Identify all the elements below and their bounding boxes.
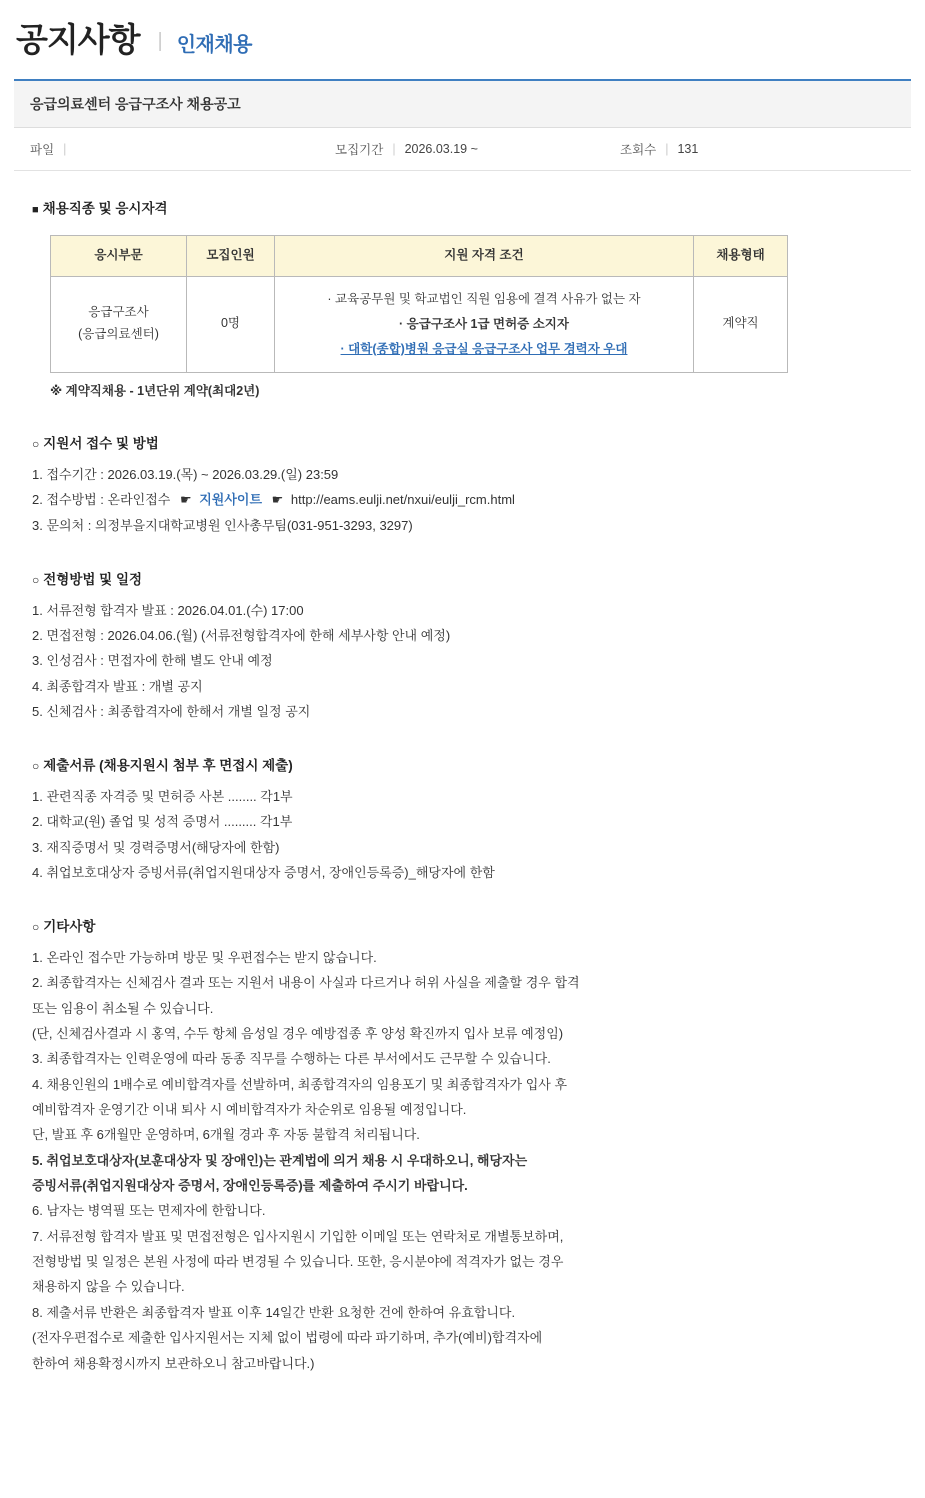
page-title: 공지사항 [16, 21, 140, 58]
section-recruit-position-title: 채용직종 및 응시자격 [42, 201, 168, 216]
circle-marker-icon: ○ [32, 920, 40, 935]
application-contact-line: 3. 문의처 : 의정부을지대학교병원 인사총무팀(031-951-3293, 3297) [32, 517, 413, 533]
notice-title: 응급의료센터 응급구조사 채용공고 [14, 81, 911, 128]
arrow-right-icon-2: ☛ [271, 492, 284, 508]
contract-note: ※ 계약직채용 - 1년단위 계약(최대2년) [50, 383, 260, 398]
circle-marker-icon: ○ [32, 573, 40, 588]
condition-item-preferred: · 대학(종합)병원 응급실 응급구조사 업무 경력자 우대 [340, 341, 628, 356]
meta-views [620, 140, 698, 158]
section-documents-title: 제출서류 (채용지원시 첨부 후 면접시 제출) [43, 758, 293, 774]
section-process-title: 전형방법 및 일정 [43, 572, 143, 588]
meta-period [335, 140, 620, 158]
meta-views-separator: | [665, 142, 669, 156]
other-line: 1. 온라인 접수만 가능하며 방문 및 우편접수는 받지 않습니다. [32, 950, 377, 965]
other-line: 7. 서류전형 합격자 발표 및 면접전형은 입사지원시 기입한 이메일 또는 연락처로 개별통보하며, [32, 1228, 564, 1244]
other-line-highlight: 증빙서류(취업지원대상자 증명서, 장애인등록증)를 제출하여 주시기 바랍니다. [32, 1178, 468, 1194]
table-row [51, 276, 788, 372]
cell-field-line2: (응급의료센터) [78, 327, 159, 341]
cell-field [51, 276, 187, 372]
other-line: 한하여 채용확정시까지 보관하오니 참고바랍니다.) [32, 1355, 315, 1371]
other-line-highlight: 5. 취업보호대상자(보훈대상자 및 장애인)는 관계법에 의거 채용 시 우대하오니, 해당자는 [32, 1152, 528, 1168]
requirements-table [50, 235, 788, 373]
arrow-right-icon: ☛ [179, 492, 192, 508]
section-process [32, 568, 893, 724]
meta-period-separator: | [392, 142, 396, 156]
process-line: 3. 인성검사 : 면접자에 한해 별도 안내 예정 [32, 653, 273, 669]
notice-meta-bar [14, 128, 911, 171]
document-line: 3. 재직증명서 및 경력증명서(해당자에 한함) [32, 839, 280, 855]
cell-conditions [275, 276, 694, 372]
other-line: 4. 채용인원의 1배수로 예비합격자를 선발하며, 최종합격자의 임용포기 및 최종합격자가 입사 후 [32, 1076, 568, 1092]
other-line: 3. 최종합격자는 인력운영에 따라 동종 직무를 수행하는 다른 부서에서도 근무할 수 있습니다. [32, 1051, 551, 1067]
circle-marker-icon: ○ [32, 759, 40, 774]
cell-field-line1: 응급구조사 [88, 305, 149, 320]
section-other-heading [32, 915, 893, 939]
other-line: 전형방법 및 일정은 본원 사정에 따라 변경될 수 있습니다. 또한, 응시분야에 적격자가 없는 경우 [32, 1254, 564, 1270]
section-documents-heading [32, 754, 893, 778]
page-header [14, 0, 911, 79]
section-application-title: 지원서 접수 및 방법 [43, 436, 159, 452]
meta-file-separator: | [63, 142, 67, 156]
condition-item: · 응급구조사 1급 면허증 소지자 [399, 316, 569, 331]
section-process-heading [32, 568, 893, 592]
meta-file [30, 140, 335, 158]
meta-period-value: 2026.03.19 ~ [404, 142, 478, 156]
other-line: 단, 발표 후 6개월만 운영하며, 6개월 경과 후 자동 불합격 처리됩니다. [32, 1127, 420, 1143]
section-application [32, 432, 893, 538]
other-line: 2. 최종합격자는 신체검사 결과 또는 지원서 내용이 사실과 다르거나 허위 사실을 제출할 경우 합격 [32, 975, 580, 991]
application-url[interactable]: http://eams.eulji.net/nxui/eulji_rcm.html [290, 492, 515, 508]
other-line: 6. 남자는 병역필 또는 면제자에 한합니다. [32, 1203, 266, 1219]
meta-views-label: 조회수 [620, 143, 657, 157]
section-other [32, 915, 893, 1375]
application-method-prefix: 2. 접수방법 : 온라인접수 [32, 492, 171, 508]
table-header-field: 응시부문 [51, 235, 187, 276]
section-application-heading [32, 432, 893, 456]
cell-employment-type: 계약직 [694, 276, 788, 372]
circle-marker-icon: ○ [32, 437, 40, 452]
notice-body [14, 171, 911, 1416]
section-recruit-position-heading [32, 197, 893, 221]
section-documents [32, 754, 893, 885]
condition-item: · 교육공무원 및 학교법인 직원 임용에 결격 사유가 없는 자 [327, 291, 641, 306]
header-divider: | [157, 30, 163, 52]
meta-file-label: 파일 [30, 143, 55, 157]
other-line: 또는 임용이 취소될 수 있습니다. [32, 1000, 214, 1016]
table-header-row [51, 235, 788, 276]
application-line: 1. 접수기간 : 2026.03.19.(목) ~ 2026.03.29.(일) 23:59 [32, 467, 339, 482]
other-line: (전자우편접수로 제출한 입사지원서는 지체 없이 법령에 따라 파기하며, 추가(예비)합격자에 [32, 1330, 543, 1346]
meta-views-value: 131 [677, 142, 699, 156]
process-line: 2. 면접전형 : 2026.04.06.(월) (서류전형합격자에 한해 세부사항 안내 예정) [32, 628, 451, 643]
document-line: 2. 대학교(원) 졸업 및 성적 증명서 ......... 각1부 [32, 814, 293, 830]
document-line: 4. 취업보호대상자 증빙서류(취업지원대상자 증명서, 장애인등록증)_해당자에 한함 [32, 865, 495, 881]
other-line: 채용하지 않을 수 있습니다. [32, 1279, 185, 1295]
process-line: 1. 서류전형 합격자 발표 : 2026.04.01.(수) 17:00 [32, 602, 304, 618]
other-line: 예비합격자 운영기간 이내 퇴사 시 예비합격자가 차순위로 임용될 예정입니다. [32, 1102, 467, 1118]
page-subtitle: 인재채용 [176, 34, 252, 56]
square-marker-icon: ■ [32, 204, 39, 216]
section-other-title: 기타사항 [43, 919, 96, 935]
other-line: 8. 제출서류 반환은 최종합격자 발표 이후 14일간 반환 요청한 건에 한하여 유효합니다. [32, 1304, 516, 1320]
application-site-link[interactable]: 지원사이트 [199, 492, 263, 508]
process-line: 5. 신체검사 : 최종합격자에 한해서 개별 일정 공지 [32, 704, 311, 720]
table-header-type: 채용형태 [694, 235, 788, 276]
meta-period-label: 모집기간 [335, 143, 384, 157]
table-header-conditions: 지원 자격 조건 [275, 235, 694, 276]
process-line: 4. 최종합격자 발표 : 개별 공지 [32, 678, 203, 694]
table-header-headcount: 모집인원 [187, 235, 275, 276]
application-method-line [32, 487, 893, 512]
document-line: 1. 관련직종 자격증 및 면허증 사본 ........ 각1부 [32, 789, 293, 804]
cell-headcount: 0명 [187, 276, 275, 372]
other-line: (단, 신체검사결과 시 홍역, 수두 항체 음성일 경우 예방접종 후 양성 확진까지 입사 보류 예정임) [32, 1026, 564, 1042]
